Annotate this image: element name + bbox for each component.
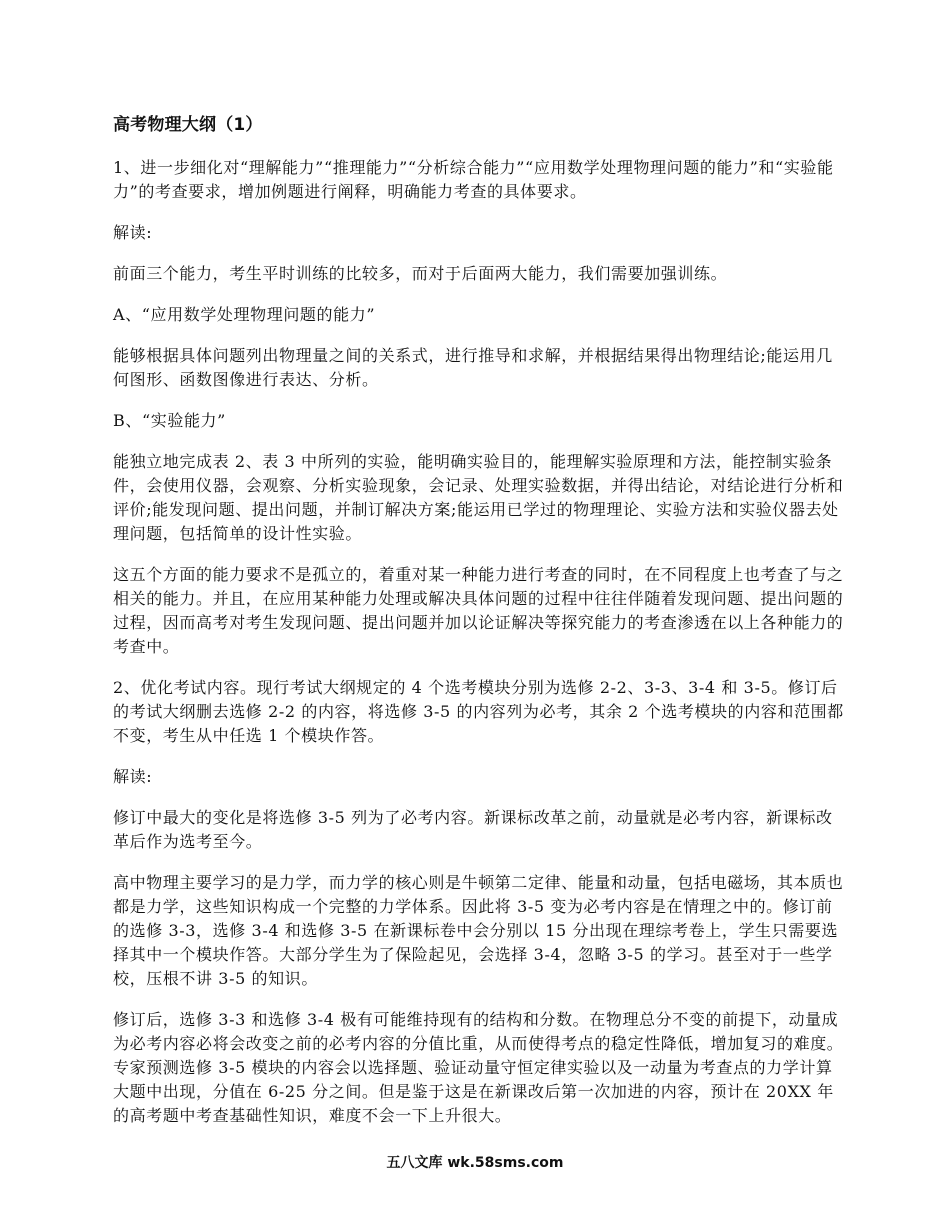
paragraph: 1、进一步细化对“理解能力”“推理能力”“分析综合能力”“应用数学处理物理问题的能力”和“实验能力”的考查要求，增加例题进行阐释，明确能力考查的具体要求。 (113, 158, 834, 201)
paragraph: 能独立地完成表 2、表 3 中所列的实验，能明确实验目的，能理解实验原理和方法，能控制实验条件，会使用仪器，会观察、分析实验现象，会记录、处理实验数据，并得出结论，对结论进行分析和评价;能发现问题、提出问题，并制订解决方案;能运用已学过的物理理论、实验方法和实验仪器去处理问题，包括简单的设计性实验。 (113, 452, 844, 543)
paragraph: 2、优化考试内容。现行考试大纲规定的 4 个选考模块分别为选修 2-2、3-3、3-4 和 3-5。修订后的考试大纲删去选修 2-2 的内容，将选修 3-5 的内容列为必考，其余 2 个选考模块的内容和范围都不变，考生从中任选 1 个模块作答。 (113, 678, 844, 745)
paragraph: 修订后，选修 3-3 和选修 3-4 极有可能维持现有的结构和分数。在物理总分不变的前提下，动量成为必考内容必将会改变之前的必考内容的分值比重，从而使得考点的稳定性降低，增加复习的难度。专家预测选修 3-5 模块的内容会以选择题、验证动量守恒定律实验以及一动量为考查点的力学计算大题中出现，分值在 6-25 分之间。但是鉴于这是在新课改后第一次加进的内容，预计在 20XX 年的高考题中考查基础性知识，难度不会一下上升很大。 (113, 1010, 844, 1125)
paragraph: 解读: (113, 767, 153, 786)
document-body (113, 112, 848, 1145)
paragraph: 高中物理主要学习的是力学，而力学的核心则是牛顿第二定律、能量和动量，包括电磁场，其本质也都是力学，这些知识构成一个完整的力学体系。因此将 3-5 变为必考内容是在情理之中的。修订前的选修 3-3，选修 3-4 和选修 3-5 在新课标卷中会分别以 15 分出现在理综考卷上，学生只需要选择其中一个模块作答。大部分学生为了保险起见，会选择 3-4，忽略 3-5 的学习。甚至对于一些学校，压根不讲 3-5 的知识。 (113, 873, 844, 988)
paragraph: 修订中最大的变化是将选修 3-5 列为了必考内容。新课标改革之前，动量就是必考内容，新课标改革后作为选考至今。 (113, 808, 833, 851)
paragraph: 解读: (113, 223, 153, 242)
paragraph: 能够根据具体问题列出物理量之间的关系式，进行推导和求解，并根据结果得出物理结论;能运用几何图形、函数图像进行表达、分析。 (113, 346, 833, 389)
paragraph: 前面三个能力，考生平时训练的比较多，而对于后面两大能力，我们需要加强训练。 (113, 264, 728, 283)
paragraph: 这五个方面的能力要求不是孤立的，着重对某一种能力进行考查的同时，在不同程度上也考查了与之相关的能力。并且，在应用某种能力处理或解决具体问题的过程中往往伴随着发现问题、提出问题的过程，因而高考对考生发现问题、提出问题并加以论证解决等探究能力的考查渗透在以上各种能力的考查中。 (113, 565, 844, 656)
document-title: 高考物理大纲（1） (113, 115, 263, 135)
paragraph: A、“应用数学处理物理问题的能力” (113, 305, 376, 324)
paragraph: B、“实验能力” (113, 411, 226, 430)
footer-source-label: 五八文库 wk.58sms.com (386, 1155, 564, 1171)
